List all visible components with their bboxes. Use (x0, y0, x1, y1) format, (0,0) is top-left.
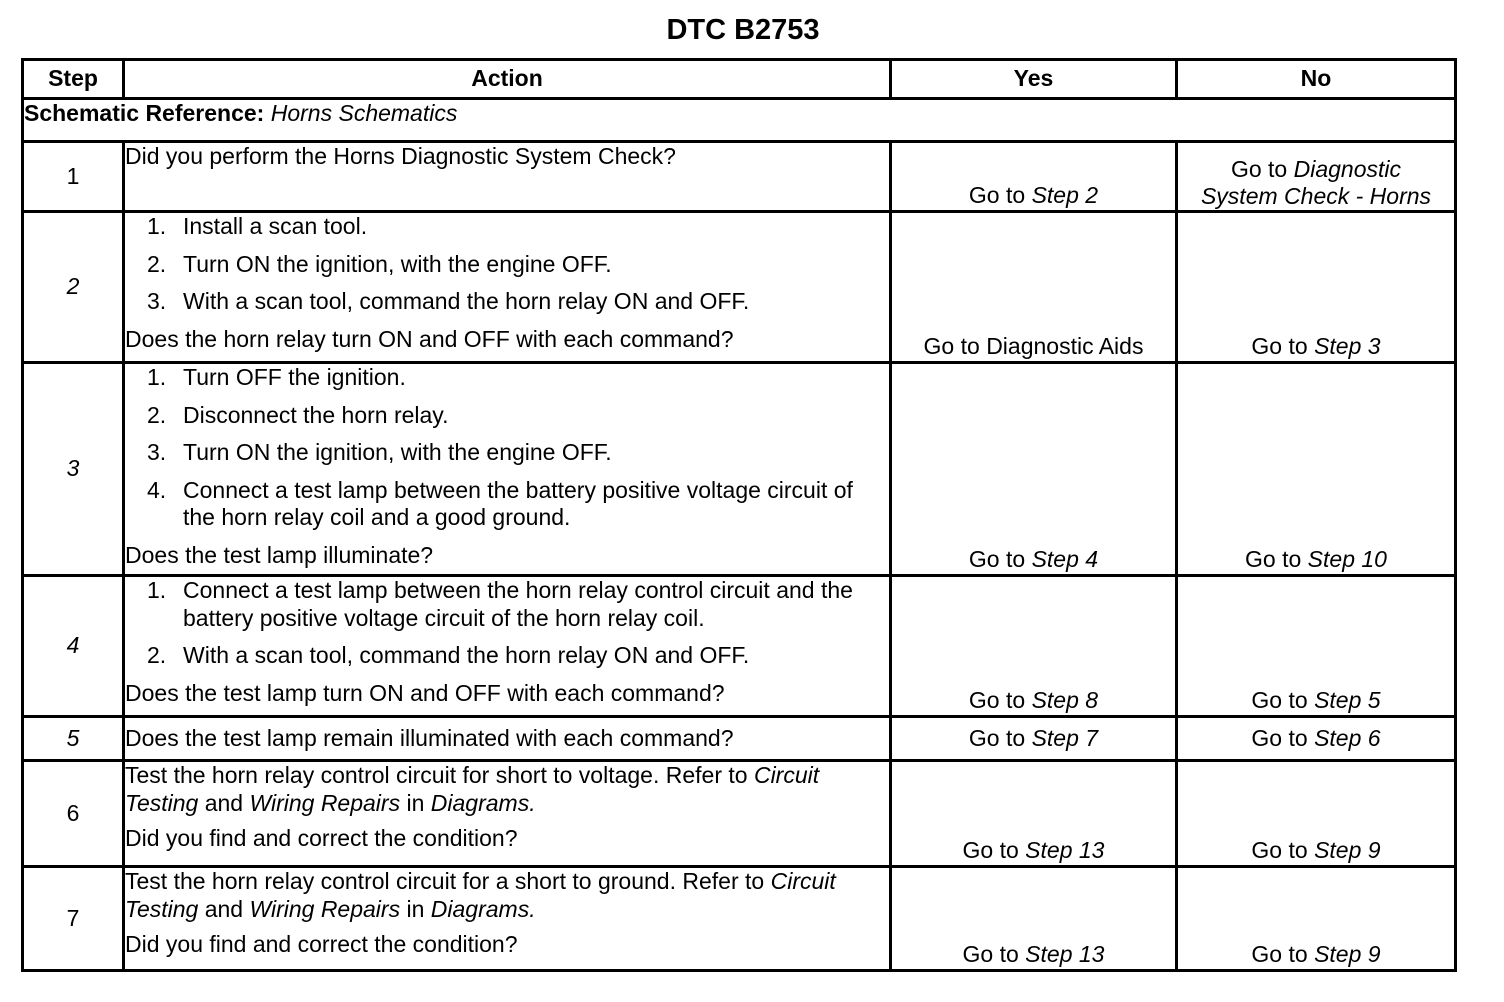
step-number: 1 (23, 142, 124, 212)
action-list (125, 213, 889, 316)
diagrams-link[interactable]: Diagrams. (430, 895, 536, 922)
no-cell[interactable] (1177, 576, 1456, 717)
yes-step-link[interactable]: Step 13 (1025, 941, 1105, 968)
table-row (23, 363, 1456, 576)
action-question: Does the test lamp turn ON and OFF with each command? (125, 679, 725, 706)
action-question: Did you find and correct the condition? (125, 931, 518, 958)
yes-cell[interactable] (891, 212, 1177, 363)
schematic-reference-row (23, 99, 1456, 142)
no-cell[interactable] (1177, 867, 1456, 971)
action-question: Does the test lamp illuminate? (125, 541, 434, 568)
goto-label: Go to (1230, 156, 1288, 183)
wiring-repairs-link[interactable]: Wiring Repairs (249, 895, 401, 922)
action-item: 1. Install a scan tool. (147, 213, 368, 239)
yes-step-link[interactable]: Step 4 (1031, 546, 1099, 573)
no-step-link[interactable]: Step 3 (1314, 333, 1381, 360)
goto-label: Go to (1245, 546, 1302, 573)
goto-label: Go to (1251, 333, 1308, 360)
header-action: Action (124, 60, 891, 99)
yes-cell[interactable] (891, 363, 1177, 576)
no-step-link[interactable]: Step 10 (1307, 546, 1387, 573)
action-instruction: Test the horn relay control circuit for short to voltage. Refer to Circuit Testing and Wiring Repairs in Diagrams. (125, 762, 820, 816)
goto-label: Go to (1251, 687, 1308, 714)
no-cell[interactable] (1177, 761, 1456, 867)
table-row (23, 576, 1456, 717)
action-instruction: Test the horn relay control circuit for a short to ground. Refer to Circuit Testing and Wiring Repairs in Diagrams. (125, 868, 836, 922)
yes-step-link[interactable]: Step 13 (1025, 837, 1105, 864)
no-cell[interactable] (1177, 212, 1456, 363)
header-no: No (1177, 60, 1456, 99)
action-item: 2. Disconnect the horn relay. (147, 401, 449, 428)
no-link-line2[interactable]: System Check - Horns (1200, 183, 1432, 210)
table-row (23, 212, 1456, 363)
action-item: 3. With a scan tool, command the horn relay ON and OFF. (147, 288, 750, 315)
page-title: DTC B2753 (666, 14, 820, 46)
header-row (23, 60, 1456, 99)
no-step-link[interactable]: Step 9 (1314, 941, 1381, 968)
action-item: 2. With a scan tool, command the horn relay ON and OFF. (147, 642, 750, 669)
action-question: Did you perform the Horns Diagnostic System Check? (125, 143, 676, 169)
action-item: 3. Turn ON the ignition, with the engine OFF. (147, 439, 612, 466)
step-number: 2 (23, 212, 124, 363)
no-cell[interactable] (1177, 717, 1456, 761)
action-cell (124, 363, 891, 576)
no-step-link[interactable]: Step 5 (1314, 687, 1381, 714)
goto-label: Go to (968, 546, 1026, 573)
goto-label: Go to (962, 837, 1019, 864)
table-row (23, 867, 1456, 971)
action-item: 4. Connect a test lamp between the battery positive voltage circuit of the horn relay coil and a good ground. (147, 476, 853, 531)
goto-label: Go to (968, 724, 1026, 751)
action-list (125, 577, 889, 670)
yes-cell[interactable] (891, 576, 1177, 717)
action-question: Did you find and correct the condition? (125, 825, 518, 852)
schematic-reference-label: Schematic Reference: (24, 100, 265, 126)
action-item: 1. Connect a test lamp between the horn relay control circuit and the battery positive voltage circuit of the horn relay coil. (147, 577, 853, 631)
step-number: 7 (23, 867, 124, 971)
yes-step-link[interactable]: Step 2 (1031, 182, 1099, 209)
action-list (125, 364, 889, 532)
step-number: 4 (23, 576, 124, 717)
wiring-repairs-link[interactable]: Wiring Repairs (249, 789, 401, 816)
no-link-line1[interactable]: Diagnostic (1293, 156, 1402, 183)
diagnostic-table (21, 58, 1457, 972)
action-cell (124, 576, 891, 717)
table-row (23, 142, 1456, 212)
action-cell (124, 717, 891, 761)
step-number: 3 (23, 363, 124, 576)
yes-step-link[interactable]: Step 7 (1031, 724, 1099, 751)
schematic-reference-link[interactable]: Horns Schematics (270, 100, 458, 126)
yes-step-link[interactable]: Step 8 (1031, 687, 1099, 714)
header-yes: Yes (891, 60, 1177, 99)
action-cell (124, 761, 891, 867)
circuit-testing-link[interactable]: Circuit Testing (125, 762, 820, 816)
yes-cell[interactable] (891, 867, 1177, 971)
goto-label: Go to (962, 941, 1019, 968)
no-step-link[interactable]: Step 9 (1314, 837, 1381, 864)
circuit-testing-link[interactable]: Circuit Testing (125, 868, 836, 922)
step-number: 6 (23, 761, 124, 867)
goto-label: Go to (1251, 724, 1308, 751)
goto-label: Go to (968, 182, 1026, 209)
no-cell[interactable] (1177, 363, 1456, 576)
table-row (23, 761, 1456, 867)
no-step-link[interactable]: Step 6 (1314, 724, 1381, 751)
no-cell[interactable] (1177, 142, 1456, 212)
header-step: Step (23, 60, 124, 99)
action-cell (124, 867, 891, 971)
yes-cell[interactable] (891, 761, 1177, 867)
action-cell (124, 142, 891, 212)
goto-label: Go to (968, 687, 1026, 714)
step-number: 5 (23, 717, 124, 761)
goto-label: Go to (1251, 837, 1308, 864)
action-question: Does the horn relay turn ON and OFF with each command? (125, 325, 734, 352)
action-cell (124, 212, 891, 363)
action-item: 2. Turn ON the ignition, with the engine OFF. (147, 250, 612, 277)
action-item: 1. Turn OFF the ignition. (147, 364, 406, 390)
action-question: Does the test lamp remain illuminated with each command? (125, 724, 734, 751)
diagrams-link[interactable]: Diagrams. (430, 789, 536, 816)
goto-label: Go to (1251, 941, 1308, 968)
table-row (23, 717, 1456, 761)
yes-cell[interactable] (891, 717, 1177, 761)
yes-diagnostic-aids-link[interactable]: Go to Diagnostic Aids (923, 333, 1144, 360)
yes-cell[interactable] (891, 142, 1177, 212)
schematic-reference (23, 99, 1456, 142)
